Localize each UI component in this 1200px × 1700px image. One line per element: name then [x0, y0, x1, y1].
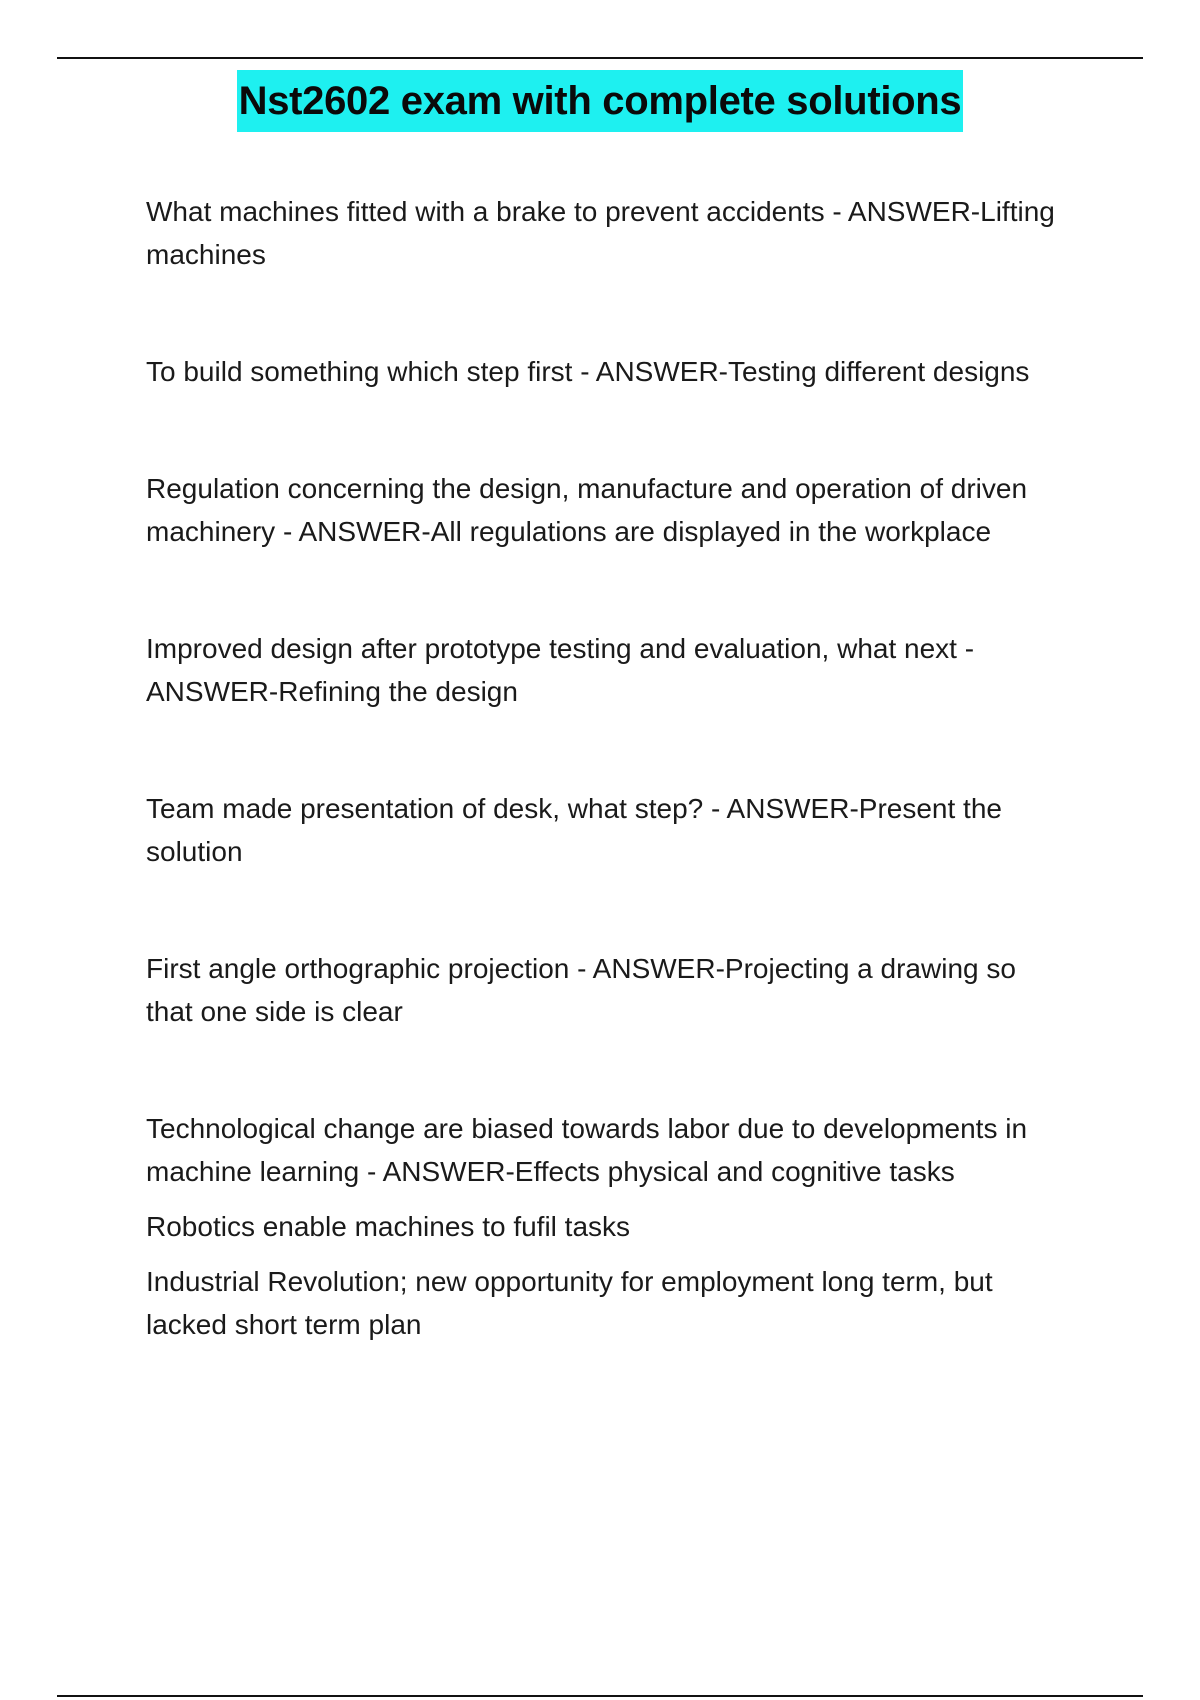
qa-entry-8: Robotics enable machines to fufil tasks	[146, 1211, 631, 1242]
top-divider	[57, 57, 1143, 59]
page-title: Nst2602 exam with complete solutions	[237, 70, 964, 132]
qa-entry-5: Team made presentation of desk, what step? - ANSWER-Present the solution	[146, 793, 1002, 867]
bottom-divider	[57, 1695, 1143, 1697]
title-container	[0, 70, 1200, 132]
qa-entry-9: Industrial Revolution; new opportunity for employment long term, but lacked short term plan	[146, 1266, 993, 1340]
qa-entry-1: What machines fitted with a brake to prevent accidents - ANSWER-Lifting machines	[146, 196, 1055, 270]
qa-entry-6: First angle orthographic projection - ANSWER-Projecting a drawing so that one side is clear	[146, 953, 1016, 1027]
qa-entry-3: Regulation concerning the design, manufacture and operation of driven machinery - ANSWER-All regulations are displayed in the workplace	[146, 473, 1028, 547]
qa-list	[146, 190, 1066, 1346]
qa-entry-2: To build something which step first - ANSWER-Testing different designs	[146, 356, 1030, 387]
qa-entry-7: Technological change are biased towards labor due to developments in machine learning - ANSWER-Effects physical and cognitive tasks	[146, 1113, 1028, 1187]
qa-entry-4: Improved design after prototype testing and evaluation, what next - ANSWER-Refining the design	[146, 633, 975, 707]
